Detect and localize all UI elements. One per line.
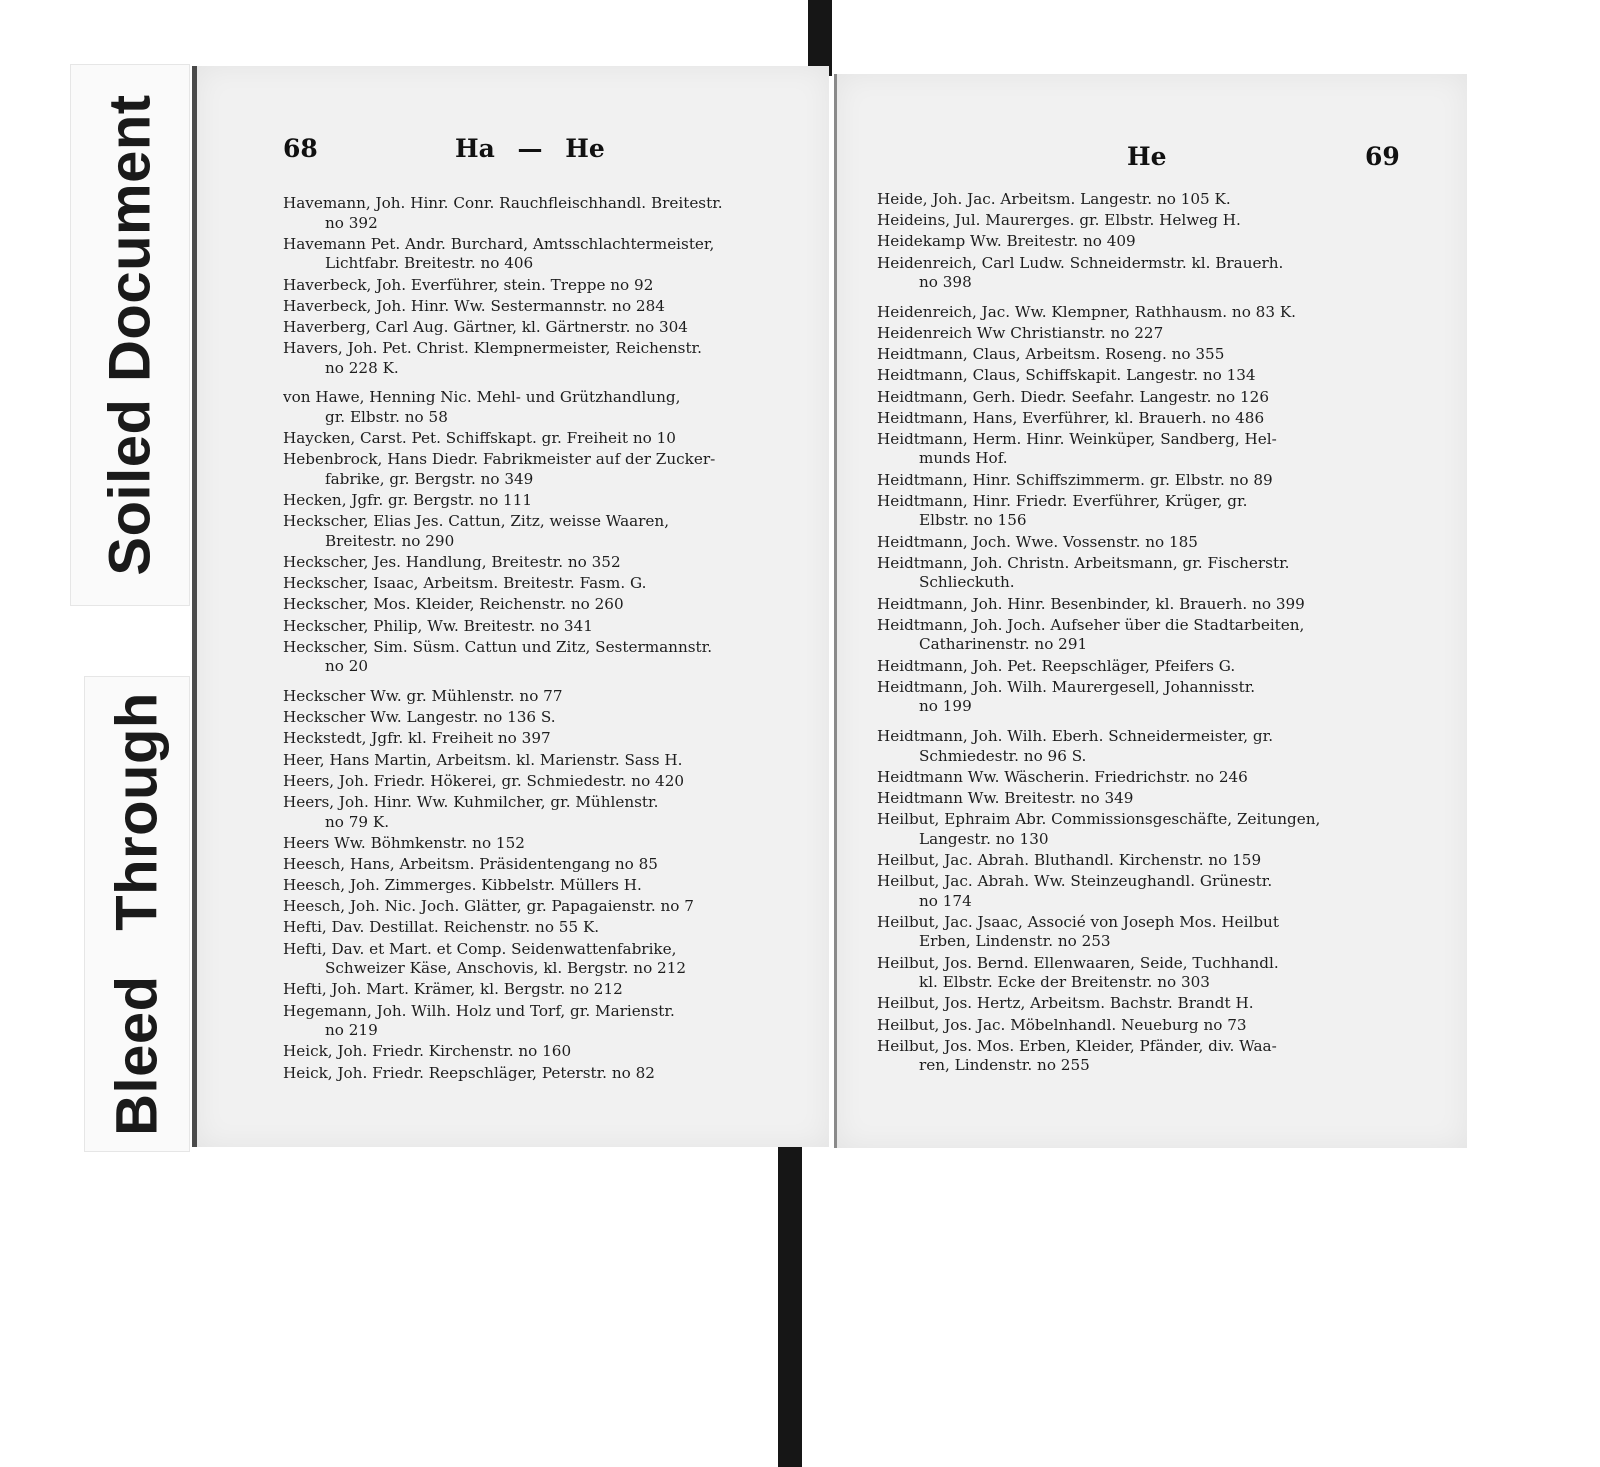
left-running-head: Ha — He xyxy=(455,134,605,163)
binding-strip-bottom xyxy=(778,1142,802,1467)
directory-entry xyxy=(877,190,1377,210)
entry-continuation: Schlieckuth. xyxy=(919,573,1015,592)
entry-line: Heilbut, Jac. Jsaac, Associé von Joseph Mos. Heilbut xyxy=(877,912,1279,931)
entry-continuation: munds Hof. xyxy=(919,449,1008,468)
entry-line: Heckscher, Philip, Ww. Breitestr. no 341 xyxy=(283,616,593,635)
directory-entry xyxy=(283,491,783,511)
entry-line: Heesch, Hans, Arbeitsm. Präsidentengang no 85 xyxy=(283,854,658,873)
entry-continuation: ren, Lindenstr. no 255 xyxy=(919,1056,1090,1075)
entry-line: Hefti, Dav. Destillat. Reichenstr. no 55 K. xyxy=(283,918,600,937)
entry-line: Heidtmann, Hinr. Friedr. Everführer, Krüger, gr. xyxy=(877,491,1248,510)
directory-entry xyxy=(877,388,1377,408)
entry-continuation: kl. Elbstr. Ecke der Breitenstr. no 303 xyxy=(919,973,1210,992)
directory-entry xyxy=(877,1016,1377,1036)
directory-entry xyxy=(283,574,783,594)
entry-line: Hegemann, Joh. Wilh. Holz und Torf, gr. Marienstr. xyxy=(283,1001,675,1020)
directory-entry xyxy=(283,751,783,771)
directory-entry xyxy=(877,595,1377,615)
directory-entry xyxy=(283,1002,783,1041)
entry-line: Haverberg, Carl Aug. Gärtner, kl. Gärtnerstr. no 304 xyxy=(283,317,688,336)
entry-line: Heilbut, Jos. Bernd. Ellenwaaren, Seide, Tuchhandl. xyxy=(877,953,1279,972)
directory-entry xyxy=(283,1064,783,1084)
directory-entry xyxy=(877,913,1377,952)
entry-line: Heckscher, Sim. Süsm. Cattun und Zitz, Sestermannstr. xyxy=(283,637,713,656)
directory-entry xyxy=(283,980,783,1000)
directory-entry xyxy=(877,254,1377,293)
directory-entry xyxy=(283,897,783,917)
entry-line: Heidenreich, Carl Ludw. Schneidermstr. kl. Brauerh. xyxy=(877,253,1284,272)
directory-entry xyxy=(283,729,783,749)
directory-entry xyxy=(283,194,783,233)
entry-continuation: no 174 xyxy=(919,891,972,910)
entry-line: Heidtmann, Hans, Everführer, kl. Brauerh. no 486 xyxy=(877,408,1265,427)
entry-line: Heer, Hans Martin, Arbeitsm. kl. Marienstr. Sass H. xyxy=(283,750,683,769)
right-page xyxy=(834,74,1467,1148)
directory-entry xyxy=(283,450,783,489)
entry-line: Heckscher, Mos. Kleider, Reichenstr. no 260 xyxy=(283,595,624,614)
entry-line: Heilbut, Jos. Mos. Erben, Kleider, Pfänder, div. Waa- xyxy=(877,1036,1277,1055)
right-directory-entries xyxy=(877,190,1377,1078)
directory-entry xyxy=(877,768,1377,788)
directory-entry xyxy=(283,388,783,427)
directory-entry xyxy=(283,276,783,296)
entry-line: Heidenreich, Jac. Ww. Klempner, Rathhausm. no 83 K. xyxy=(877,302,1296,321)
directory-entry xyxy=(283,297,783,317)
directory-entry xyxy=(283,1042,783,1062)
entry-line: Heers Ww. Böhmkenstr. no 152 xyxy=(283,833,525,852)
entry-line: Havemann Pet. Andr. Burchard, Amtsschlachtermeister, xyxy=(283,234,715,253)
entry-line: Heilbut, Jac. Abrah. Bluthandl. Kirchenstr. no 159 xyxy=(877,850,1262,869)
soiled-document-tag xyxy=(70,64,190,606)
directory-entry xyxy=(283,708,783,728)
entry-line: Heidtmann, Joh. Pet. Reepschläger, Pfeifers G. xyxy=(877,656,1236,675)
bleed-through-label: Bleed Through xyxy=(104,692,170,1136)
directory-entry xyxy=(877,303,1377,323)
entry-continuation: Langestr. no 130 xyxy=(919,829,1049,848)
entry-line: Heidtmann, Gerh. Diedr. Seefahr. Langestr. no 126 xyxy=(877,387,1269,406)
entry-line: Heidtmann, Joh. Wilh. Maurergesell, Johannisstr. xyxy=(877,677,1256,696)
directory-entry xyxy=(877,554,1377,593)
directory-entry xyxy=(283,235,783,274)
directory-entry xyxy=(877,872,1377,911)
entry-continuation: Catharinenstr. no 291 xyxy=(919,635,1088,654)
entry-line: Hefti, Dav. et Mart. et Comp. Seidenwattenfabrike, xyxy=(283,939,677,958)
entry-continuation: Schmiedestr. no 96 S. xyxy=(919,746,1087,765)
entry-line: Heidtmann Ww. Wäscherin. Friedrichstr. no 246 xyxy=(877,767,1248,786)
entry-line: Hecken, Jgfr. gr. Bergstr. no 111 xyxy=(283,491,533,510)
directory-entry xyxy=(877,616,1377,655)
entry-continuation: gr. Elbstr. no 58 xyxy=(325,407,448,426)
directory-entry xyxy=(877,810,1377,849)
entry-line: Heidtmann, Joh. Christn. Arbeitsmann, gr. Fischerstr. xyxy=(877,553,1290,572)
directory-entry xyxy=(877,471,1377,491)
entry-line: Heckscher Ww. gr. Mühlenstr. no 77 xyxy=(283,686,563,705)
directory-entry xyxy=(283,595,783,615)
entry-continuation: no 228 K. xyxy=(325,358,399,377)
entry-line: von Hawe, Henning Nic. Mehl- und Grützhandlung, xyxy=(283,388,681,407)
directory-entry xyxy=(877,492,1377,531)
entry-line: Heilbut, Jos. Jac. Möbelnhandl. Neueburg no 73 xyxy=(877,1015,1247,1034)
entry-continuation: Erben, Lindenstr. no 253 xyxy=(919,932,1111,951)
entry-continuation: no 20 xyxy=(325,657,369,676)
entry-line: Heidtmann, Joh. Hinr. Besenbinder, kl. Brauerh. no 399 xyxy=(877,594,1305,613)
directory-entry xyxy=(877,789,1377,809)
entry-continuation: no 79 K. xyxy=(325,812,390,831)
entry-line: Heidenreich Ww Christianstr. no 227 xyxy=(877,323,1164,342)
directory-entry xyxy=(877,954,1377,993)
directory-entry xyxy=(283,638,783,677)
directory-entry xyxy=(877,994,1377,1014)
directory-entry xyxy=(877,409,1377,429)
directory-entry xyxy=(877,727,1377,766)
entry-continuation: no 398 xyxy=(919,273,972,292)
binding-strip-top xyxy=(808,0,832,76)
left-page-number: 68 xyxy=(283,134,318,163)
directory-entry xyxy=(283,429,783,449)
directory-entry xyxy=(283,318,783,338)
directory-entry xyxy=(283,512,783,551)
left-directory-entries xyxy=(283,194,783,1085)
entry-line: Haverbeck, Joh. Hinr. Ww. Sestermannstr. no 284 xyxy=(283,296,665,315)
directory-entry xyxy=(283,339,783,378)
directory-entry xyxy=(283,687,783,707)
directory-entry xyxy=(877,678,1377,717)
entry-line: Heckscher, Elias Jes. Cattun, Zitz, weisse Waaren, xyxy=(283,512,670,531)
entry-line: Heilbut, Jos. Hertz, Arbeitsm. Bachstr. Brandt H. xyxy=(877,994,1254,1013)
directory-entry xyxy=(283,772,783,792)
entry-line: Haverbeck, Joh. Everführer, stein. Treppe no 92 xyxy=(283,275,654,294)
directory-entry xyxy=(283,834,783,854)
entry-line: Hebenbrock, Hans Diedr. Fabrikmeister auf der Zucker- xyxy=(283,450,716,469)
entry-continuation: Elbstr. no 156 xyxy=(919,511,1027,530)
directory-entry xyxy=(877,232,1377,252)
directory-entry xyxy=(877,1037,1377,1076)
directory-entry xyxy=(877,430,1377,469)
right-running-head: He xyxy=(1127,142,1167,171)
directory-entry xyxy=(877,366,1377,386)
entry-line: Heesch, Joh. Zimmerges. Kibbelstr. Müllers H. xyxy=(283,876,642,895)
directory-entry xyxy=(283,855,783,875)
entry-line: Heilbut, Jac. Abrah. Ww. Steinzeughandl. Grünestr. xyxy=(877,872,1273,891)
entry-line: Heilbut, Ephraim Abr. Commissionsgeschäfte, Zeitungen, xyxy=(877,810,1321,829)
entry-line: Heidtmann, Joh. Joch. Aufseher über die Stadtarbeiten, xyxy=(877,615,1305,634)
entry-line: Heidtmann, Joh. Wilh. Eberh. Schneidermeister, gr. xyxy=(877,726,1274,745)
soiled-document-label: Soiled Document xyxy=(97,94,163,576)
entry-line: Heesch, Joh. Nic. Joch. Glätter, gr. Papagaienstr. no 7 xyxy=(283,897,694,916)
entry-line: Haycken, Carst. Pet. Schiffskapt. gr. Freiheit no 10 xyxy=(283,429,676,448)
directory-entry xyxy=(283,918,783,938)
entry-line: Heckscher Ww. Langestr. no 136 S. xyxy=(283,708,556,727)
entry-line: Heers, Joh. Friedr. Hökerei, gr. Schmiedestr. no 420 xyxy=(283,771,685,790)
directory-entry xyxy=(877,324,1377,344)
directory-entry xyxy=(877,211,1377,231)
entry-line: Heidtmann, Joch. Wwe. Vossenstr. no 185 xyxy=(877,532,1198,551)
left-page xyxy=(192,66,829,1147)
entry-line: Heidtmann, Claus, Schiffskapit. Langestr. no 134 xyxy=(877,366,1256,385)
entry-continuation: fabrike, gr. Bergstr. no 349 xyxy=(325,469,534,488)
entry-continuation: Lichtfabr. Breitestr. no 406 xyxy=(325,254,534,273)
entry-line: Heick, Joh. Friedr. Kirchenstr. no 160 xyxy=(283,1042,572,1061)
directory-entry xyxy=(283,876,783,896)
entry-continuation: Schweizer Käse, Anschovis, kl. Bergstr. no 212 xyxy=(325,959,687,978)
directory-entry xyxy=(283,617,783,637)
entry-line: Heidtmann, Herm. Hinr. Weinküper, Sandberg, Hel- xyxy=(877,429,1277,448)
entry-continuation: no 392 xyxy=(325,213,378,232)
bleed-through-tag xyxy=(84,676,190,1152)
entry-line: Heckstedt, Jgfr. kl. Freiheit no 397 xyxy=(283,729,551,748)
directory-entry xyxy=(283,793,783,832)
entry-line: Heidtmann, Claus, Arbeitsm. Roseng. no 355 xyxy=(877,345,1225,364)
entry-line: Heideins, Jul. Maurerges. gr. Elbstr. Helweg H. xyxy=(877,211,1241,230)
directory-entry xyxy=(877,345,1377,365)
directory-entry xyxy=(877,533,1377,553)
entry-line: Heckscher, Jes. Handlung, Breitestr. no 352 xyxy=(283,553,621,572)
entry-line: Heidekamp Ww. Breitestr. no 409 xyxy=(877,232,1136,251)
entry-line: Heide, Joh. Jac. Arbeitsm. Langestr. no 105 K. xyxy=(877,190,1231,208)
entry-line: Hefti, Joh. Mart. Krämer, kl. Bergstr. no 212 xyxy=(283,980,623,999)
entry-line: Heidtmann, Hinr. Schiffszimmerm. gr. Elbstr. no 89 xyxy=(877,470,1273,489)
directory-entry xyxy=(877,657,1377,677)
entry-line: Heick, Joh. Friedr. Reepschläger, Peterstr. no 82 xyxy=(283,1063,655,1082)
entry-continuation: no 219 xyxy=(325,1021,378,1040)
entry-continuation: no 199 xyxy=(919,697,972,716)
entry-line: Heidtmann Ww. Breitestr. no 349 xyxy=(877,788,1134,807)
directory-entry xyxy=(877,851,1377,871)
right-page-number: 69 xyxy=(1365,142,1400,171)
entry-continuation: Breitestr. no 290 xyxy=(325,531,455,550)
directory-entry xyxy=(283,553,783,573)
entry-line: Havers, Joh. Pet. Christ. Klempnermeister, Reichenstr. xyxy=(283,339,702,358)
entry-line: Heers, Joh. Hinr. Ww. Kuhmilcher, gr. Mühlenstr. xyxy=(283,792,659,811)
directory-entry xyxy=(283,940,783,979)
entry-line: Heckscher, Isaac, Arbeitsm. Breitestr. Fasm. G. xyxy=(283,574,647,593)
entry-line: Havemann, Joh. Hinr. Conr. Rauchfleischhandl. Breitestr. xyxy=(283,194,723,212)
